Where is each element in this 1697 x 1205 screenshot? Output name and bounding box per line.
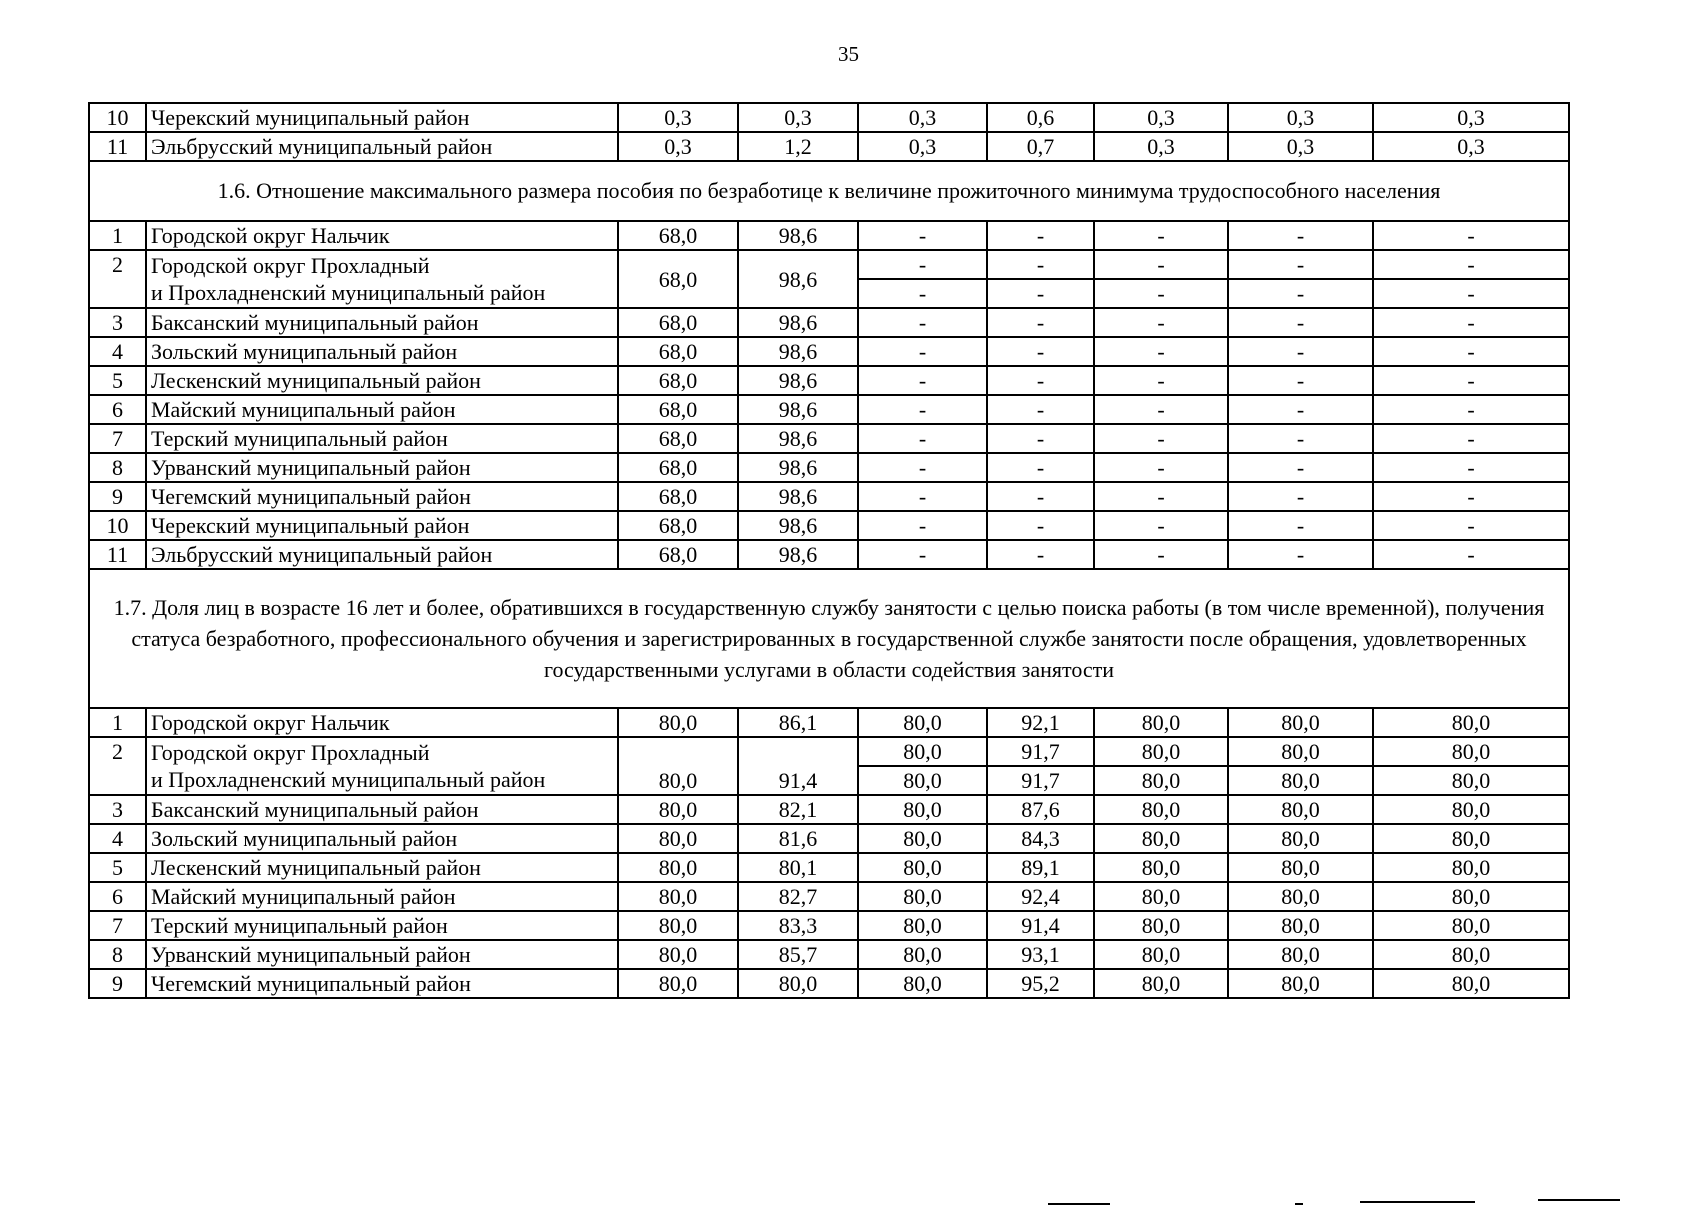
- value-cell: -: [1373, 453, 1569, 482]
- row-number: 3: [89, 795, 146, 824]
- value-cell: 68,0: [618, 250, 738, 308]
- value-cell: 80,0: [858, 824, 987, 853]
- value-cell: 80,0: [1228, 969, 1373, 998]
- indicators-table: [88, 102, 1570, 999]
- value-cell: -: [1094, 250, 1228, 279]
- row-number: 8: [89, 940, 146, 969]
- value-cell: 0,3: [1228, 132, 1373, 161]
- district-name: Городской округ Нальчик: [146, 708, 618, 737]
- row-number: 4: [89, 337, 146, 366]
- value-cell: 80,0: [1094, 795, 1228, 824]
- value-cell: -: [1373, 395, 1569, 424]
- row-number: 8: [89, 453, 146, 482]
- value-cell: 0,3: [858, 132, 987, 161]
- value-cell: 80,0: [1373, 795, 1569, 824]
- value-cell: 93,1: [987, 940, 1094, 969]
- value-cell: 80,0: [618, 708, 738, 737]
- district-name-line: Городской округ Прохладный: [151, 253, 430, 278]
- row-number: 9: [89, 969, 146, 998]
- value-cell: 84,3: [987, 824, 1094, 853]
- value-cell: 80,0: [858, 737, 987, 766]
- value-cell: 80,0: [1373, 737, 1569, 766]
- value-cell: 0,3: [858, 103, 987, 132]
- value-cell: 68,0: [618, 453, 738, 482]
- district-name: Баксанский муниципальный район: [146, 795, 618, 824]
- value-cell: 0,3: [1228, 103, 1373, 132]
- value-cell: -: [987, 482, 1094, 511]
- value-cell: 0,3: [1094, 103, 1228, 132]
- value-cell: 98,6: [738, 424, 858, 453]
- value-cell: -: [858, 424, 987, 453]
- value-cell: -: [987, 250, 1094, 279]
- value-cell: 80,0: [858, 940, 987, 969]
- value-cell: -: [1373, 511, 1569, 540]
- value-cell: 87,6: [987, 795, 1094, 824]
- district-name: Лескенский муниципальный район: [146, 366, 618, 395]
- district-name: [146, 737, 618, 795]
- value-cell: -: [1228, 221, 1373, 250]
- value-cell: 80,0: [1373, 940, 1569, 969]
- value-cell: 68,0: [618, 395, 738, 424]
- district-name: Терский муниципальный район: [146, 911, 618, 940]
- value-cell: -: [858, 221, 987, 250]
- value-cell: 81,6: [738, 824, 858, 853]
- value-cell: -: [987, 395, 1094, 424]
- value-cell: -: [1373, 424, 1569, 453]
- value-cell: -: [1228, 453, 1373, 482]
- value-cell: -: [1094, 482, 1228, 511]
- value-cell: 80,0: [738, 969, 858, 998]
- value-cell: 80,0: [1228, 853, 1373, 882]
- district-name: Черекский муниципальный район: [146, 103, 618, 132]
- row-number: 11: [89, 540, 146, 569]
- value-cell: 80,0: [1228, 824, 1373, 853]
- value-cell: 68,0: [618, 511, 738, 540]
- value-cell: -: [858, 511, 987, 540]
- row-number: 7: [89, 911, 146, 940]
- value-cell: -: [1373, 221, 1569, 250]
- district-name: Баксанский муниципальный район: [146, 308, 618, 337]
- value-cell: 80,0: [858, 969, 987, 998]
- footer-rule: [1360, 1201, 1475, 1203]
- value-cell: 0,7: [987, 132, 1094, 161]
- value-cell: 80,0: [618, 795, 738, 824]
- value-cell: -: [987, 366, 1094, 395]
- table-row: [89, 737, 1569, 766]
- value-cell: -: [1228, 482, 1373, 511]
- value-cell: 80,0: [618, 824, 738, 853]
- section-title: 1.7. Доля лиц в возрасте 16 лет и более, обратившихся в государственную службу занятости с целью поиска работы (в том числе временной), получения статуса безработного, профессионального обучения и зарегистрированных в государственной службе занятости после обращения, удовлетворенных государственными услугами в области содействия занятости: [89, 569, 1569, 708]
- value-cell: 80,0: [1094, 737, 1228, 766]
- value-cell: 68,0: [618, 308, 738, 337]
- district-name-line: и Прохладненский муниципальный район: [151, 280, 546, 305]
- value-cell: 91,7: [987, 737, 1094, 766]
- district-name: Зольский муниципальный район: [146, 824, 618, 853]
- table-row: [89, 482, 1569, 511]
- row-number: 11: [89, 132, 146, 161]
- value-cell: -: [1228, 366, 1373, 395]
- value-cell: 80,0: [618, 853, 738, 882]
- value-cell: 80,0: [1373, 969, 1569, 998]
- table-row: [89, 250, 1569, 279]
- value-cell: -: [987, 279, 1094, 308]
- value-cell: 91,4: [987, 911, 1094, 940]
- table-row: [89, 795, 1569, 824]
- table-row: [89, 882, 1569, 911]
- district-name: Эльбрусский муниципальный район: [146, 540, 618, 569]
- row-number: 3: [89, 308, 146, 337]
- value-cell: -: [1228, 308, 1373, 337]
- value-cell: 0,3: [1373, 103, 1569, 132]
- value-cell: -: [858, 395, 987, 424]
- district-name: Черекский муниципальный район: [146, 511, 618, 540]
- value-cell: -: [1228, 279, 1373, 308]
- table-row: [89, 853, 1569, 882]
- value-cell: 92,4: [987, 882, 1094, 911]
- value-cell: -: [858, 366, 987, 395]
- value-cell: -: [987, 424, 1094, 453]
- value-cell: 68,0: [618, 482, 738, 511]
- value-cell: -: [1094, 453, 1228, 482]
- row-number: 1: [89, 221, 146, 250]
- section-heading-row: [89, 161, 1569, 221]
- table-row: [89, 511, 1569, 540]
- value-cell: -: [1373, 482, 1569, 511]
- value-cell: 68,0: [618, 337, 738, 366]
- value-cell: 80,0: [1094, 969, 1228, 998]
- value-cell: 98,6: [738, 453, 858, 482]
- value-cell: 80,0: [1373, 766, 1569, 795]
- value-cell: -: [1094, 424, 1228, 453]
- district-name: Майский муниципальный район: [146, 882, 618, 911]
- district-name-line: и Прохладненский муниципальный район: [151, 767, 546, 792]
- district-name: Эльбрусский муниципальный район: [146, 132, 618, 161]
- value-cell: 80,0: [1094, 824, 1228, 853]
- value-cell: 68,0: [618, 424, 738, 453]
- value-cell: -: [1373, 337, 1569, 366]
- value-cell: -: [858, 482, 987, 511]
- value-cell: 98,6: [738, 540, 858, 569]
- value-cell: -: [1094, 366, 1228, 395]
- table-row: [89, 824, 1569, 853]
- district-name: Терский муниципальный район: [146, 424, 618, 453]
- value-cell: -: [1094, 279, 1228, 308]
- value-cell: 98,6: [738, 366, 858, 395]
- value-cell: -: [1094, 308, 1228, 337]
- section-heading-row: [89, 569, 1569, 708]
- value-cell: 98,6: [738, 482, 858, 511]
- value-cell: 68,0: [618, 540, 738, 569]
- value-cell: -: [1094, 540, 1228, 569]
- row-number: 10: [89, 103, 146, 132]
- value-cell: 80,0: [618, 969, 738, 998]
- value-cell: 80,0: [1228, 766, 1373, 795]
- table-row: [89, 395, 1569, 424]
- district-name: Урванский муниципальный район: [146, 453, 618, 482]
- row-number: 5: [89, 366, 146, 395]
- value-cell: -: [1094, 221, 1228, 250]
- value-cell: -: [1228, 540, 1373, 569]
- value-cell: 80,0: [1094, 882, 1228, 911]
- value-cell: 68,0: [618, 221, 738, 250]
- value-cell: 80,0: [618, 911, 738, 940]
- value-cell: 98,6: [738, 221, 858, 250]
- row-number: 1: [89, 708, 146, 737]
- value-cell: -: [1228, 395, 1373, 424]
- value-cell: 80,0: [618, 882, 738, 911]
- value-cell: -: [987, 337, 1094, 366]
- value-cell: 80,0: [1228, 795, 1373, 824]
- district-name: Майский муниципальный район: [146, 395, 618, 424]
- value-cell: 82,7: [738, 882, 858, 911]
- table-row: [89, 337, 1569, 366]
- value-cell: 80,0: [1373, 911, 1569, 940]
- value-cell: 85,7: [738, 940, 858, 969]
- value-cell: -: [1373, 279, 1569, 308]
- row-number: 7: [89, 424, 146, 453]
- value-cell: -: [858, 540, 987, 569]
- row-number: 6: [89, 395, 146, 424]
- value-cell: 0,3: [618, 103, 738, 132]
- value-cell: -: [987, 308, 1094, 337]
- value-cell: 80,0: [1373, 853, 1569, 882]
- value-cell: -: [858, 308, 987, 337]
- value-cell: 91,7: [987, 766, 1094, 795]
- district-name: Чегемский муниципальный район: [146, 482, 618, 511]
- value-cell: -: [1228, 511, 1373, 540]
- value-cell: -: [1228, 250, 1373, 279]
- table-row: [89, 940, 1569, 969]
- value-cell: 0,3: [1094, 132, 1228, 161]
- value-cell: 80,0: [858, 911, 987, 940]
- value-cell: 80,0: [1094, 853, 1228, 882]
- value-cell: 80,0: [858, 766, 987, 795]
- value-cell: -: [858, 337, 987, 366]
- value-cell: 80,0: [1228, 940, 1373, 969]
- row-number: 10: [89, 511, 146, 540]
- value-cell: 80,0: [1228, 737, 1373, 766]
- value-cell: -: [1094, 395, 1228, 424]
- row-number: 2: [89, 250, 146, 308]
- value-cell: 82,1: [738, 795, 858, 824]
- row-number: 9: [89, 482, 146, 511]
- district-name: Чегемский муниципальный район: [146, 969, 618, 998]
- value-cell: 95,2: [987, 969, 1094, 998]
- value-cell: 80,0: [858, 882, 987, 911]
- value-cell: 86,1: [738, 708, 858, 737]
- value-cell: -: [858, 250, 987, 279]
- value-cell: 83,3: [738, 911, 858, 940]
- value-cell: 80,0: [1373, 708, 1569, 737]
- section-title: 1.6. Отношение максимального размера пособия по безработице к величине прожиточного минимума трудоспособного населения: [89, 161, 1569, 221]
- table-row: [89, 708, 1569, 737]
- value-cell: -: [1094, 337, 1228, 366]
- page-number: 35: [838, 42, 859, 66]
- value-cell: -: [1373, 250, 1569, 279]
- value-cell: -: [1228, 337, 1373, 366]
- value-cell: 98,6: [738, 395, 858, 424]
- value-cell: 80,0: [1228, 882, 1373, 911]
- value-cell: -: [1228, 424, 1373, 453]
- value-cell: 1,2: [738, 132, 858, 161]
- value-cell: -: [987, 453, 1094, 482]
- district-name: Урванский муниципальный район: [146, 940, 618, 969]
- value-cell: -: [858, 279, 987, 308]
- value-cell: -: [987, 221, 1094, 250]
- table-row: [89, 969, 1569, 998]
- value-cell: 0,3: [1373, 132, 1569, 161]
- value-cell: 80,0: [1094, 911, 1228, 940]
- district-name-line: Городской округ Прохладный: [151, 740, 430, 765]
- district-name: Зольский муниципальный район: [146, 337, 618, 366]
- table-row: [89, 911, 1569, 940]
- value-cell: 98,6: [738, 511, 858, 540]
- district-name: Лескенский муниципальный район: [146, 853, 618, 882]
- value-cell: 92,1: [987, 708, 1094, 737]
- value-cell: 98,6: [738, 337, 858, 366]
- row-number: 2: [89, 737, 146, 795]
- value-cell: 80,0: [1094, 708, 1228, 737]
- value-cell: -: [1373, 540, 1569, 569]
- value-cell: -: [987, 511, 1094, 540]
- value-cell: 68,0: [618, 366, 738, 395]
- row-number: 6: [89, 882, 146, 911]
- value-cell: 80,0: [618, 940, 738, 969]
- value-cell: 80,0: [1228, 708, 1373, 737]
- table-row: [89, 132, 1569, 161]
- value-cell: 80,0: [858, 853, 987, 882]
- value-cell: 80,0: [1373, 882, 1569, 911]
- value-cell: 80,0: [858, 795, 987, 824]
- value-cell: 80,0: [1228, 911, 1373, 940]
- table-row: [89, 540, 1569, 569]
- value-cell: 89,1: [987, 853, 1094, 882]
- footer-rule: [1538, 1199, 1620, 1201]
- district-name: [146, 250, 618, 308]
- value-cell: 91,4: [738, 737, 858, 795]
- table-row: [89, 453, 1569, 482]
- row-number: 4: [89, 824, 146, 853]
- value-cell: 80,0: [618, 737, 738, 795]
- value-cell: 80,0: [1373, 824, 1569, 853]
- table-row: [89, 424, 1569, 453]
- value-cell: 0,3: [738, 103, 858, 132]
- value-cell: -: [1373, 366, 1569, 395]
- value-cell: 98,6: [738, 250, 858, 308]
- table-row: [89, 366, 1569, 395]
- value-cell: 80,0: [1094, 940, 1228, 969]
- value-cell: 0,6: [987, 103, 1094, 132]
- table-row: [89, 103, 1569, 132]
- value-cell: 80,0: [858, 708, 987, 737]
- table-row: [89, 308, 1569, 337]
- value-cell: -: [987, 540, 1094, 569]
- district-name: Городской округ Нальчик: [146, 221, 618, 250]
- value-cell: -: [858, 453, 987, 482]
- value-cell: -: [1094, 511, 1228, 540]
- value-cell: 0,3: [618, 132, 738, 161]
- value-cell: 80,0: [1094, 766, 1228, 795]
- row-number: 5: [89, 853, 146, 882]
- value-cell: -: [1373, 308, 1569, 337]
- value-cell: 80,1: [738, 853, 858, 882]
- table-row: [89, 221, 1569, 250]
- value-cell: 98,6: [738, 308, 858, 337]
